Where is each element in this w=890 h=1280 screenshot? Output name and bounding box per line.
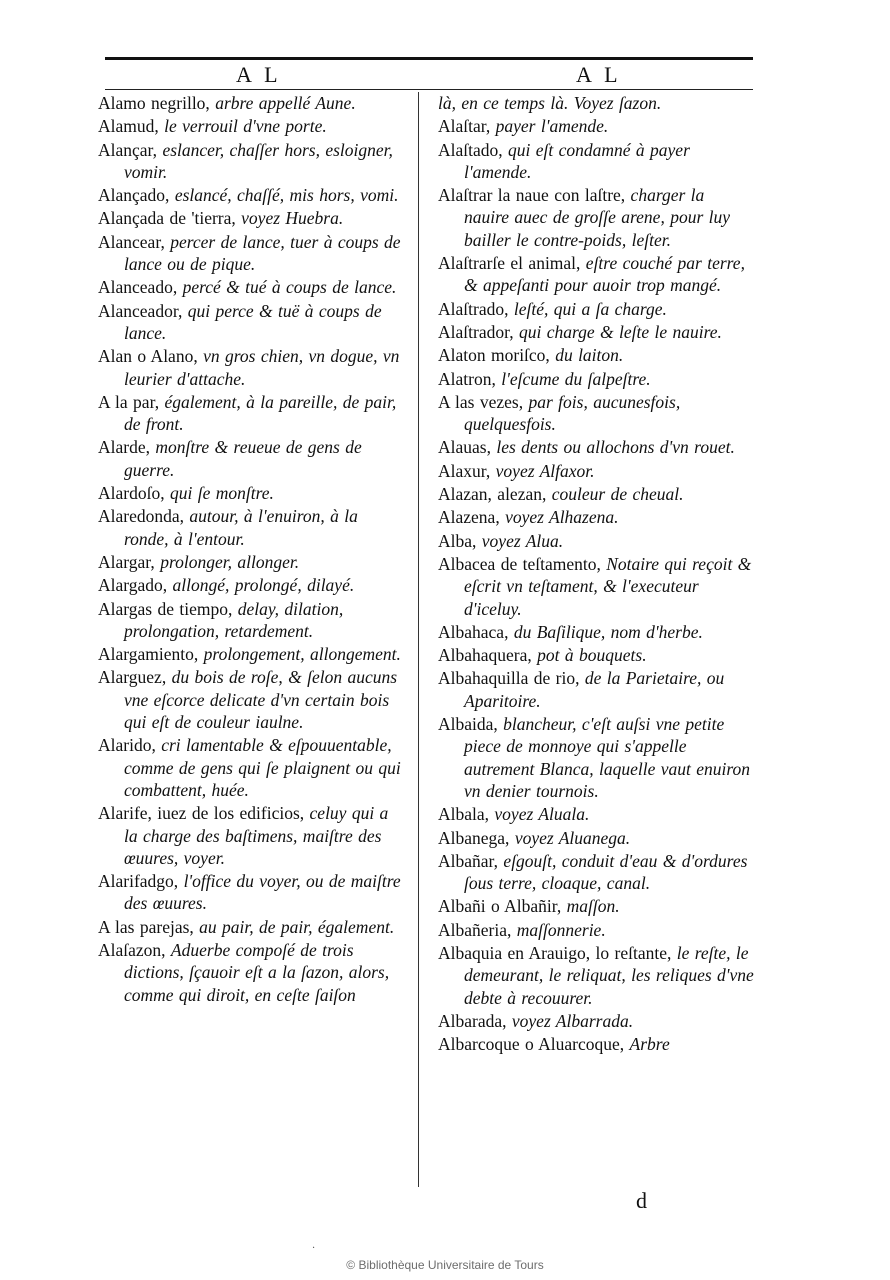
dictionary-entry [438, 252, 754, 297]
entry-headword: Alanceador, [98, 300, 188, 321]
entry-definition: percer de lance, tuer à coups de lance ou de pique. [124, 231, 401, 275]
entry-definition: voyez Alfaxor. [495, 460, 595, 481]
dictionary-entry [98, 505, 406, 550]
dictionary-entry [438, 139, 754, 184]
entry-definition: du laiton. [555, 345, 624, 366]
dictionary-entry [98, 231, 406, 276]
entry-headword: Albacea de teſtamento, [438, 553, 607, 574]
dictionary-entry [98, 939, 406, 1006]
entry-definition: qui charge & leſte le nauire. [518, 321, 722, 342]
entry-definition: Aduerbe compoſé de trois dictions, ſçauoir eſt a la ſazon, alors, comme qui diroit, en ceſte ſaiſon [124, 939, 390, 1005]
entry-headword: Albahaquera, [438, 645, 538, 666]
entry-definition: du bois de roſe, & ſelon aucuns vne eſcorce delicate d'vn certain bois qui eſt de couleur iaulne. [124, 667, 398, 733]
dictionary-entry [438, 553, 754, 620]
entry-headword: Albarcoque o Aluarcoque, [438, 1034, 630, 1055]
dictionary-entry [98, 574, 406, 596]
entry-definition: le reſte, le demeurant, le reliquat, les reliques d'vne debte à recouurer. [464, 942, 754, 1008]
dictionary-entry [98, 92, 406, 114]
entry-definition: leſté, qui a ſa charge. [513, 298, 667, 319]
entry-headword: Albaquia en Arauigo, lo reſtante, [438, 942, 677, 963]
entry-definition: là, en ce temps là. Voyez ſazon. [438, 93, 662, 113]
entry-definition: de la Parietaire, ou Aparitoire. [464, 668, 725, 711]
entry-headword: Alaſazon, [98, 939, 171, 960]
entry-definition: celuy qui a la charge des baſtimens, maiſtre des œuures, voyer. [124, 803, 389, 868]
entry-definition: qui perce & tuë à coups de lance. [124, 300, 382, 343]
entry-headword: Alargamiento, [98, 644, 204, 665]
entry-headword: A la par, [98, 391, 165, 412]
dictionary-entry [98, 598, 406, 643]
entry-definition: voyez Huebra. [241, 208, 344, 229]
entry-headword: Alanceado, [98, 277, 183, 298]
entry-definition: qui ſe monſtre. [169, 483, 274, 504]
entry-definition: voyez Albarrada. [511, 1010, 634, 1031]
entry-definition: eſtre couché par terre, & appeſanti pour auoir trop mangé. [464, 253, 745, 296]
entry-definition: l'eſcume du ſalpeſtre. [501, 368, 651, 389]
entry-headword: Alançada de 'tierra, [98, 208, 242, 229]
entry-headword: Alan o Alano, [98, 346, 204, 367]
entry-headword: Alaſtrar la naue con laſtre, [438, 185, 631, 206]
entry-definition: le verrouil d'vne porte. [164, 116, 327, 137]
entry-headword: Albala, [438, 804, 495, 825]
dictionary-entry [438, 460, 754, 482]
entry-definition: par fois, aucunesfois, quelquesfois. [464, 391, 681, 435]
entry-headword: Alancear, [98, 231, 171, 252]
entry-headword: Alargado, [98, 575, 173, 596]
entry-headword: Alargas de tiempo, [98, 598, 238, 619]
dictionary-entry [98, 734, 406, 801]
entry-headword: Albañeria, [438, 919, 517, 940]
dictionary-entry [98, 436, 406, 481]
head-rule [105, 89, 753, 90]
entry-definition: payer l'amende. [495, 116, 609, 137]
entry-definition: maſſonnerie. [516, 919, 606, 940]
entry-headword: Alamud, [98, 116, 165, 137]
entry-definition: monſtre & reueue de gens de guerre. [124, 437, 362, 480]
dictionary-entry [98, 666, 406, 733]
dictionary-entry [98, 345, 406, 390]
entry-headword: Alarifadgo, [98, 871, 184, 892]
entry-definition: prolonger, allonger. [160, 551, 300, 572]
entry-definition: allongé, prolongé, dilayé. [172, 575, 355, 596]
entry-definition: autour, à l'enuiron, à la ronde, à l'entour. [124, 506, 358, 549]
entry-headword: Albañar, [438, 850, 504, 871]
entry-definition: pot à bouquets. [537, 645, 647, 666]
dictionary-entry [98, 276, 406, 298]
entry-definition: qui eſt condamné à payer l'amende. [464, 139, 690, 182]
dictionary-entry [98, 139, 406, 184]
entry-headword: Albahaquilla de rio, [438, 668, 585, 689]
entry-headword: Alançado, [98, 185, 175, 206]
dictionary-entry [438, 1033, 754, 1055]
dictionary-entry [98, 643, 406, 665]
dictionary-entry [98, 870, 406, 915]
entry-headword: Alaſtar, [438, 116, 496, 137]
entry-definition: cri lamentable & eſpouuentable, comme de gens qui ſe plaignent ou qui combattent, huée. [124, 735, 401, 800]
entry-headword: Alarguez, [98, 667, 172, 688]
entry-definition: prolongement, allongement. [203, 644, 401, 665]
dictionary-entry [438, 92, 754, 114]
dictionary-entry [98, 391, 406, 436]
dictionary-entry [98, 115, 406, 137]
entry-headword: Alatron, [438, 368, 502, 389]
entry-definition: les dents ou allochons d'vn rouet. [496, 437, 735, 458]
dictionary-entry [438, 621, 754, 643]
entry-headword: A las parejas, [98, 916, 200, 937]
entry-definition: blancheur, c'eſt auſsi vne petite piece de monnoye qui s'appelle autrement Blanca, laquelle vaut enuiron vn denier tournois. [464, 714, 751, 801]
entry-definition: arbre appellé Aune. [215, 93, 356, 113]
entry-definition: vn gros chien, vn dogue, vn leurier d'attache. [124, 346, 400, 389]
entry-definition: au pair, de pair, également. [199, 916, 395, 937]
entry-definition: du Baſilique, nom d'herbe. [513, 621, 703, 642]
dictionary-entry [438, 436, 754, 458]
entry-headword: Alarde, [98, 437, 156, 458]
dictionary-entry [438, 530, 754, 552]
entry-headword: Alaton moriſco, [438, 345, 556, 366]
top-rule [105, 57, 753, 60]
entry-headword: Albaida, [438, 714, 504, 735]
dictionary-entry [438, 1010, 754, 1032]
dictionary-entry [438, 368, 754, 390]
dictionary-entry [438, 803, 754, 825]
dictionary-entry [438, 391, 754, 436]
entry-definition: eslancé, chaſſé, mis hors, vomi. [174, 185, 399, 206]
dictionary-entry [438, 644, 754, 666]
entry-headword: Albanega, [438, 827, 515, 848]
dictionary-entry [438, 115, 754, 137]
dictionary-entry [98, 551, 406, 573]
entry-headword: Alarido, [98, 735, 162, 756]
dictionary-entry [98, 300, 406, 345]
right-column [438, 92, 754, 1056]
dictionary-entry [438, 184, 754, 251]
entry-definition: eſgouſt, conduit d'eau & d'ordures ſous terre, cloaque, canal. [464, 850, 748, 894]
entry-definition: voyez Alua. [481, 530, 564, 551]
entry-headword: Alançar, [98, 139, 163, 160]
entry-headword: Alarife, iuez de los edificios, [98, 803, 310, 824]
entry-headword: Alaſtrado, [438, 298, 514, 319]
dictionary-entry [438, 667, 754, 712]
entry-headword: Alaxur, [438, 460, 496, 481]
entry-headword: Albahaca, [438, 621, 514, 642]
left-column [98, 92, 406, 1007]
entry-definition: Arbre [629, 1034, 670, 1055]
entry-headword: Alazena, [438, 507, 506, 528]
entry-headword: Alaſtrador, [438, 321, 519, 342]
entry-headword: Alauas, [438, 437, 497, 458]
entry-definition: voyez Aluala. [494, 804, 590, 825]
dictionary-entry [98, 184, 406, 206]
dictionary-entry [98, 482, 406, 504]
running-head-left: A L [236, 62, 282, 87]
dictionary-entry [438, 895, 754, 917]
dictionary-entry [438, 321, 754, 343]
entry-headword: Alargar, [98, 551, 161, 572]
column-divider [418, 92, 419, 1187]
entry-headword: Albañi o Albañir, [438, 896, 567, 917]
entry-headword: Alardoſo, [98, 483, 170, 504]
entry-definition: charger la nauire auec de groſſe arene, pour luy bailler le contre-poids, leſter. [464, 185, 731, 250]
dictionary-entry [438, 483, 754, 505]
entry-headword: Albarada, [438, 1010, 512, 1031]
dictionary-entry [438, 827, 754, 849]
stray-mark: · [312, 1243, 316, 1254]
entry-definition: delay, dilation, prolongation, retardement. [124, 598, 344, 641]
entry-definition: l'office du voyer, ou de maiſtre des œuures. [124, 871, 401, 914]
dictionary-entry [438, 298, 754, 320]
dictionary-entry [98, 916, 406, 938]
entry-definition: eslancer, chaſſer hors, esloigner, vomir. [124, 139, 393, 182]
catchword: d [636, 1188, 647, 1213]
entry-headword: Alaredonda, [98, 506, 190, 527]
entry-definition: couleur de cheual. [551, 484, 684, 505]
entry-headword: Alaſtado, [438, 139, 509, 160]
entry-headword: A las vezes, [438, 391, 529, 412]
entry-headword: Alaſtrarſe el animal, [438, 253, 586, 274]
dictionary-entry [438, 919, 754, 941]
running-head-right: A L [576, 62, 622, 87]
dictionary-entry [438, 344, 754, 366]
dictionary-entry [438, 942, 754, 1009]
entry-definition: maſſon. [566, 896, 620, 917]
dictionary-entry [438, 713, 754, 802]
dictionary-entry [98, 207, 406, 229]
entry-headword: Alamo negrillo, [98, 93, 216, 113]
entry-definition: également, à la pareille, de pair, de front. [124, 391, 397, 435]
entry-headword: Alazan, alezan, [438, 484, 552, 505]
dictionary-entry [98, 802, 406, 869]
entry-definition: Notaire qui reçoit & eſcrit vn teſtament, & l'executeur d'iceluy. [464, 553, 752, 619]
copyright-footer: © Bibliothèque Universitaire de Tours [346, 1258, 544, 1272]
dictionary-entry [438, 506, 754, 528]
entry-definition: percé & tué à coups de lance. [182, 277, 397, 298]
entry-headword: Alba, [438, 530, 482, 551]
entry-definition: voyez Alhazena. [505, 507, 619, 528]
dictionary-entry [438, 850, 754, 895]
entry-definition: voyez Aluanega. [514, 827, 631, 848]
